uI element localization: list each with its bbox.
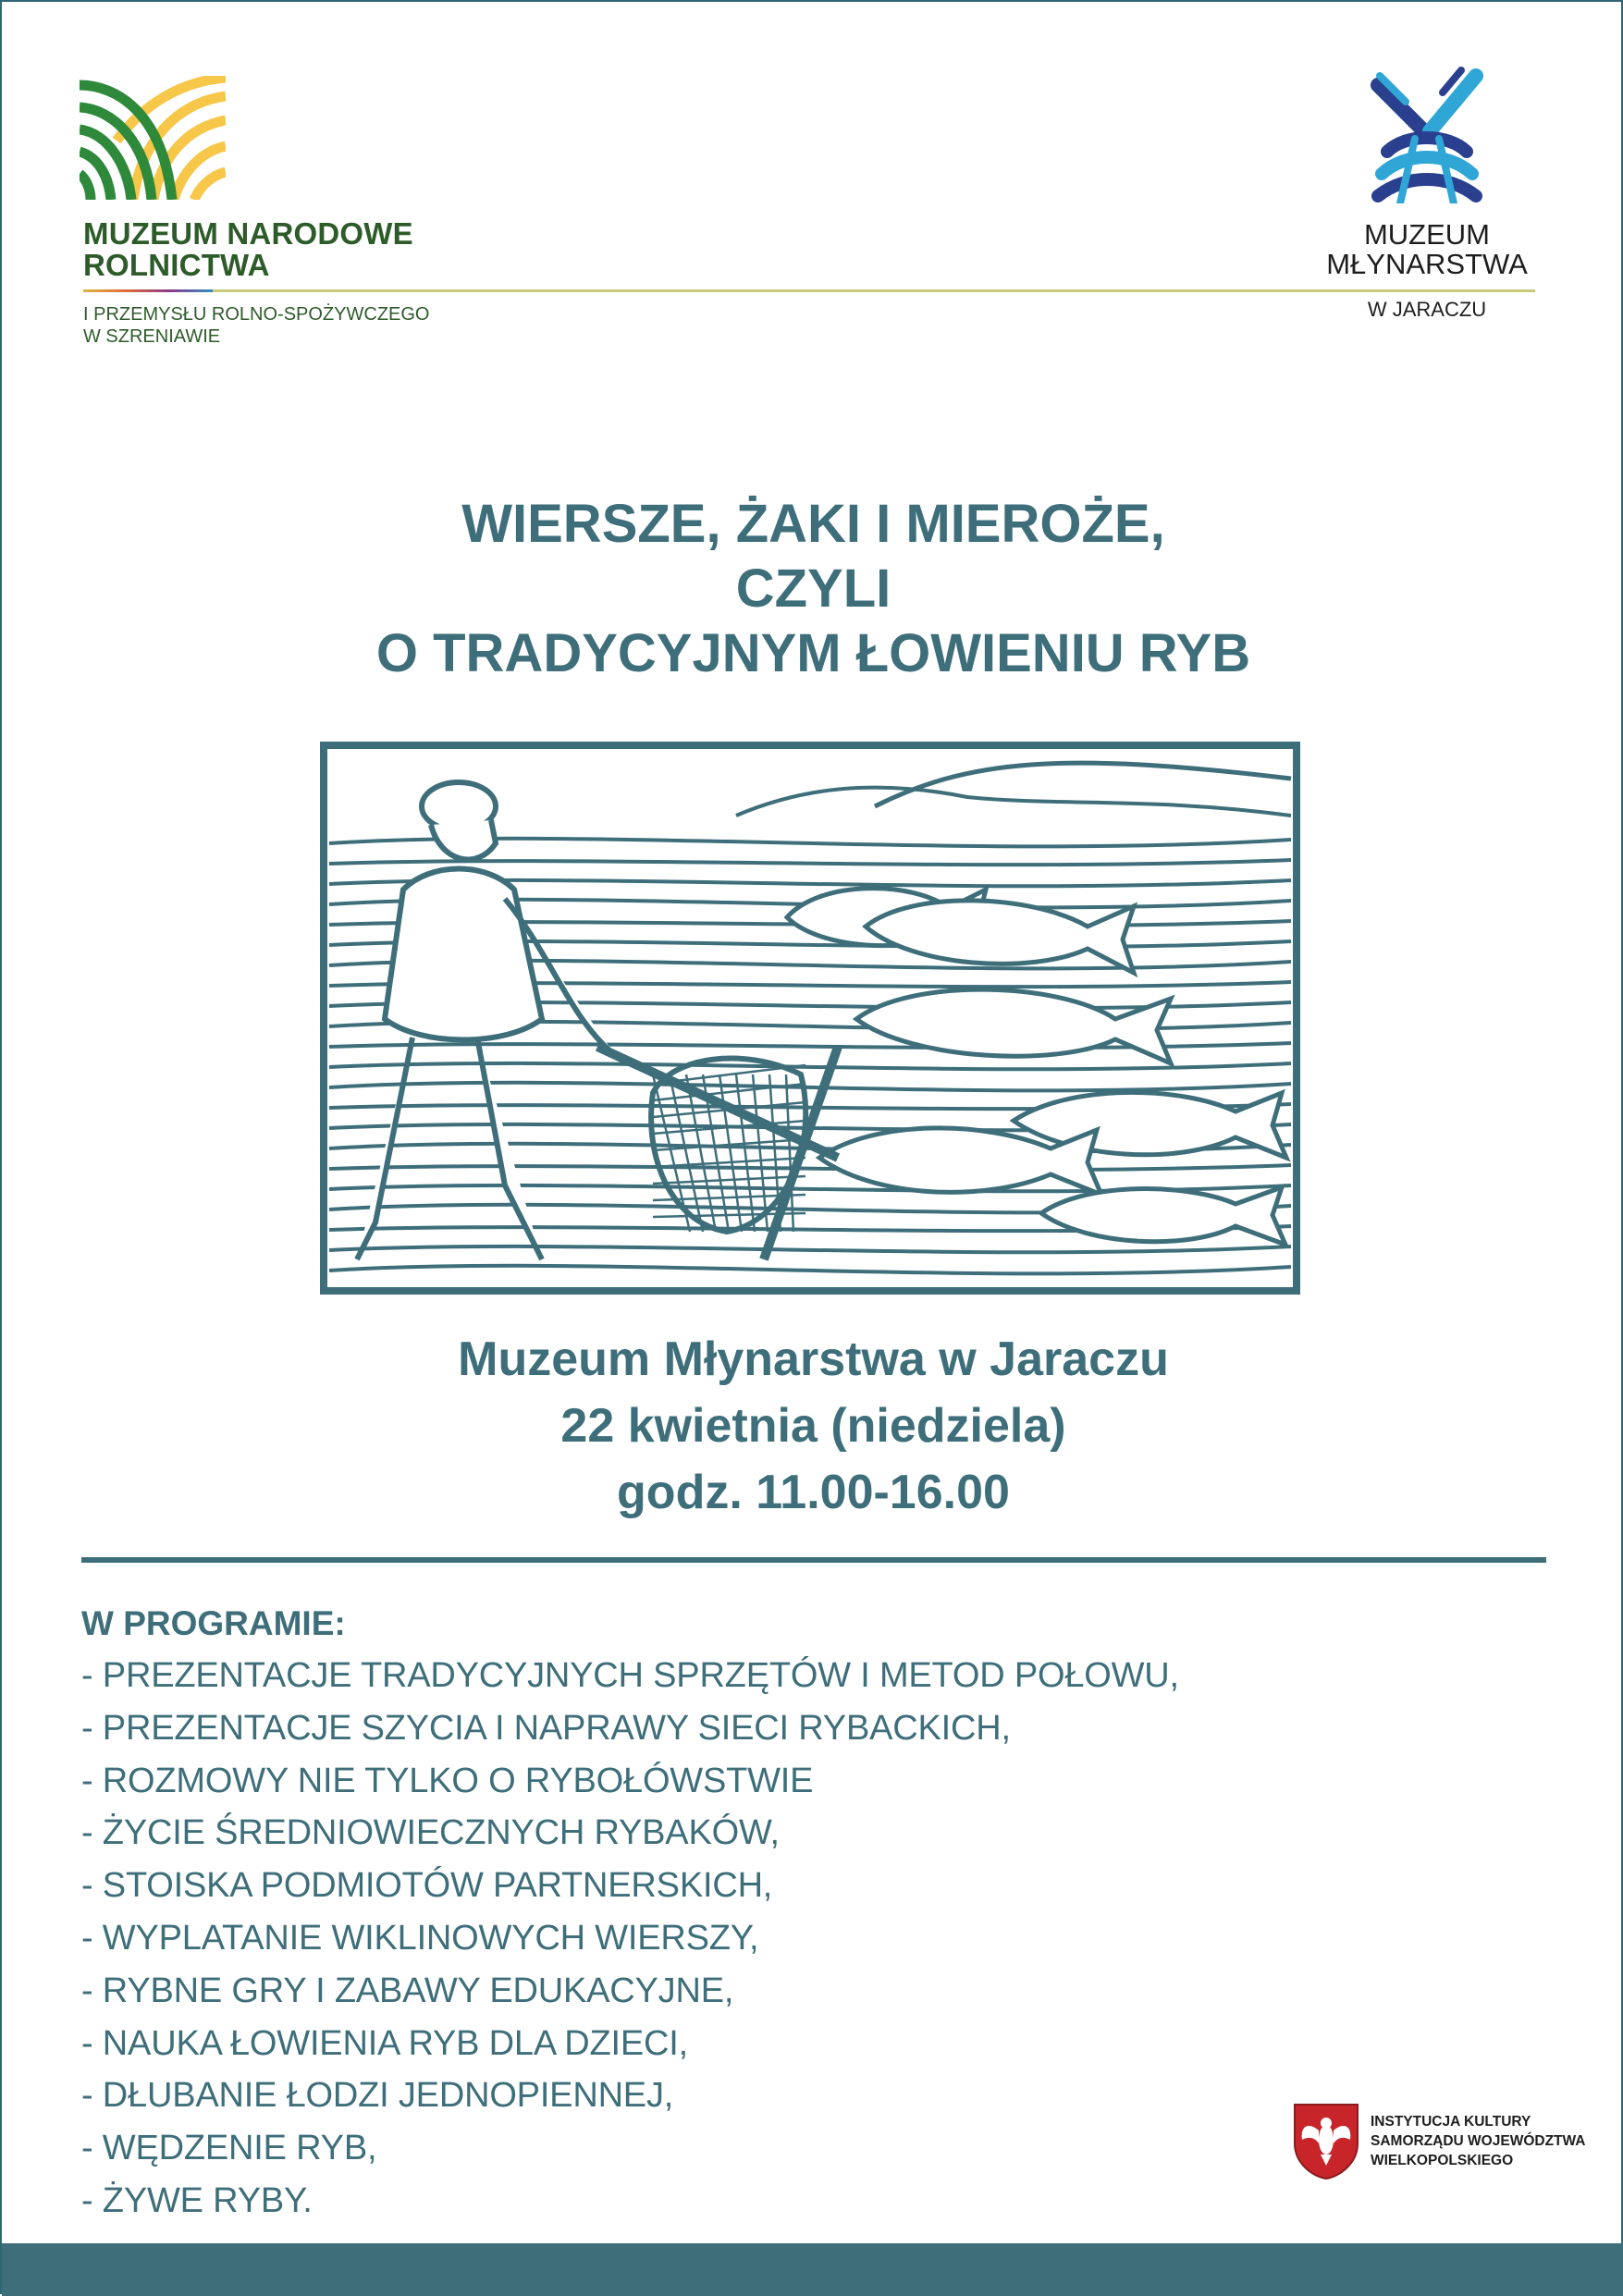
program-item: - ŻYWE RYBY. [81,2180,313,2220]
woodcut-fisherman-with-net-and-fish-icon [320,742,1300,1295]
event-details [187,1326,1440,1526]
left-museum-name-line2: ROLNICTWA [83,248,270,282]
left-museum-sub-line1: I PRZEMYSŁU ROLNO-SPOŻYWCZEGO [83,304,430,325]
left-museum-subtitle [83,303,429,348]
program-item: - NAUKA ŁOWIENIA RYB DLA DZIECI, [81,2023,688,2063]
net-mesh-line [653,1158,805,1167]
header-divider [83,289,1535,292]
left-museum-sub-line2: W SZRENIAWIE [83,326,221,347]
water-hatch-line [329,1246,1291,1252]
program-item: - PREZENTACJE TRADYCYJNYCH SPRZĘTÓW I METOD POŁOWU, [81,1656,1179,1695]
wielkopolska-eagle-crest-icon [1293,2103,1359,2180]
program-item: - WĘDZENIE RYB, [81,2129,377,2168]
water-hatch-line [329,1083,1291,1091]
event-title-line1: WIERSZE, ŻAKI I MIEROŻE, [461,494,1165,554]
event-location: Muzeum Młynarstwa w Jaraczu [458,1332,1169,1386]
water-hatch-line [329,1266,1291,1274]
program-item: - RYBNE GRY I ZABAWY EDUKACYJNE, [81,1971,734,2010]
left-museum-name [83,218,413,281]
program-item: - STOISKA PODMIOTÓW PARTNERSKICH, [81,1866,773,1906]
program-section [81,1598,1284,2228]
section-divider [81,1557,1546,1563]
right-museum-name-line2: MŁYNARSTWA [1326,248,1528,280]
program-heading: W PROGRAMIE: [81,1604,346,1642]
water-hatch-line [329,1063,1291,1069]
water-hatch-line [329,1165,1291,1170]
event-title-line2: CZYLI [735,559,891,619]
institution-line1: INSTYTUCJA KULTURY [1371,2114,1531,2130]
right-museum-name-line1: MUZEUM [1363,218,1491,251]
mnr-logo-icon [80,76,226,200]
event-title-line3: O TRADYCYJNYM ŁOWIENIU RYB [375,623,1251,683]
program-item: - ŻYCIE ŚREDNIOWIECZNYCH RYBAKÓW, [81,1813,780,1853]
institution-text [1371,2112,1585,2170]
program-item: - ROZMOWY NIE TYLKO O RYBOŁÓWSTWIE [81,1761,814,1800]
institution-line2: SAMORZĄDU WOJEWÓDZTWA [1371,2133,1586,2149]
left-museum-name-line1: MUZEUM NARODOWE [83,216,413,251]
program-list [81,1650,1284,2228]
event-time: godz. 11.00-16.00 [617,1466,1010,1519]
right-museum-name [1315,220,1539,279]
program-item: - WYPLATANIE WIKLINOWYCH WIERSZY, [81,1918,759,1958]
right-museum-subtitle: W JARACZU [1367,298,1487,321]
program-item: - DŁUBANIE ŁODZI JEDNOPIENNEJ, [81,2076,674,2116]
header-divider-accent [83,289,213,292]
footer-bar [2,2243,1623,2296]
event-title [187,492,1440,686]
institution-line3: WIELKOPOLSKIEGO [1371,2153,1514,2168]
event-date: 22 kwietnia (niedziela) [560,1399,1066,1453]
net-mesh-line [653,1176,805,1184]
mm-windmill-logo-icon [1369,67,1485,203]
program-item: - PREZENTACJE SZYCIA I NAPRAWY SIECI RYBACKICH, [81,1708,1011,1748]
